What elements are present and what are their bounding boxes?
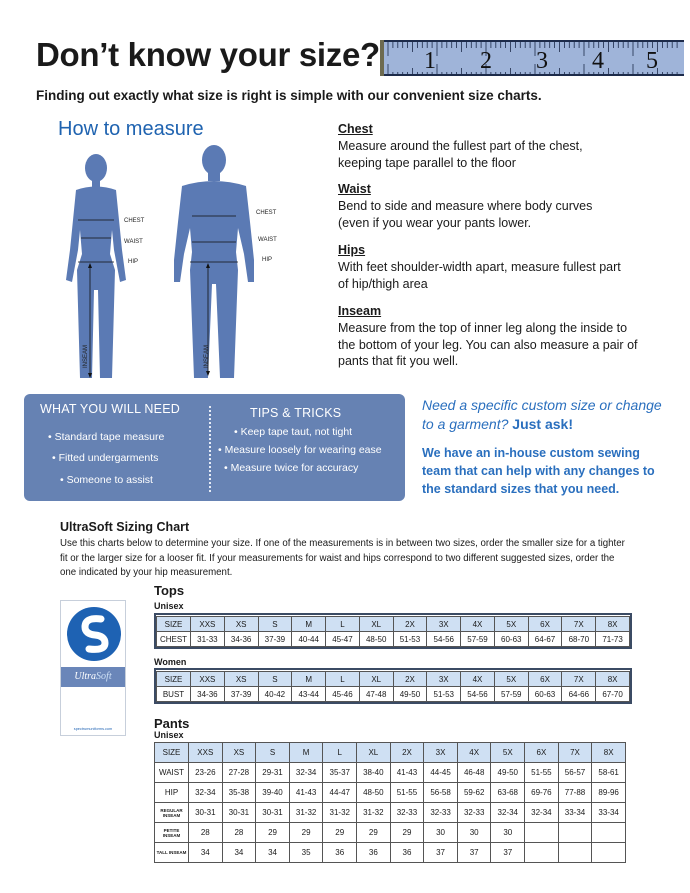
size-cell: 44-47 — [323, 783, 357, 803]
size-cell: 51-53 — [393, 632, 427, 647]
inseam-heading: Inseam — [338, 304, 382, 318]
size-cell: 69-76 — [525, 783, 559, 803]
size-cell: 29 — [390, 823, 424, 843]
size-cell: M — [292, 672, 326, 687]
inseam-instruction — [338, 304, 668, 370]
logo-url: spectrumuniforms.com — [73, 727, 113, 731]
size-cell: 59-62 — [457, 783, 491, 803]
size-cell: 34 — [189, 843, 223, 863]
hips-instruction — [338, 243, 668, 292]
size-cell: XXS — [191, 672, 225, 687]
row-label: SIZE — [157, 617, 191, 632]
tips-column — [214, 394, 404, 501]
female-hip-label: HIP — [128, 259, 139, 265]
size-cell — [558, 843, 592, 863]
size-cell: 32-33 — [390, 803, 424, 823]
size-cell: 34 — [222, 843, 256, 863]
size-cell: 4X — [461, 617, 495, 632]
page-subtitle: Finding out exactly what size is right is simple with our convenient size charts. — [36, 88, 542, 103]
size-cell: 30-31 — [189, 803, 223, 823]
row-label: SIZE — [155, 743, 189, 763]
size-cell — [592, 823, 626, 843]
logo-brand-soft: Soft — [96, 671, 112, 682]
size-cell: 8X — [592, 743, 626, 763]
size-cell: 40-44 — [292, 632, 326, 647]
needs-column — [40, 394, 210, 501]
size-cell: M — [292, 617, 326, 632]
size-cell: XL — [359, 617, 393, 632]
size-cell: 37 — [424, 843, 458, 863]
size-cell: 89-96 — [592, 783, 626, 803]
logo-brand-ultra: Ultra — [74, 671, 97, 682]
size-cell: 63-68 — [491, 783, 525, 803]
custom-answer: We have an in-house custom sewing team that can help with any changes to the standard sizes that you need. — [422, 446, 655, 496]
pants-unisex-label: Unisex — [154, 730, 184, 740]
size-cell: 46-48 — [457, 763, 491, 783]
size-cell: 30-31 — [256, 803, 290, 823]
size-cell: 45-47 — [326, 632, 360, 647]
row-label: TALL INSEAM — [155, 843, 189, 863]
size-cell: XL — [357, 743, 391, 763]
size-cell: 54-56 — [427, 632, 461, 647]
tape-number: 2 — [480, 48, 492, 74]
logo-band — [61, 667, 125, 687]
size-cell: 27-28 — [222, 763, 256, 783]
table-row — [157, 632, 630, 647]
female-waist-label: WAIST — [124, 239, 143, 245]
size-cell: 6X — [525, 743, 559, 763]
size-cell: XS — [224, 617, 258, 632]
size-cell: L — [323, 743, 357, 763]
size-cell: 31-32 — [289, 803, 323, 823]
size-cell: 31-32 — [357, 803, 391, 823]
size-cell: 23-26 — [189, 763, 223, 783]
row-label: PETITE INSEAM — [155, 823, 189, 843]
size-cell: 2X — [390, 743, 424, 763]
size-cell: XXS — [191, 617, 225, 632]
size-cell: 30 — [424, 823, 458, 843]
size-cell: 35 — [289, 843, 323, 863]
size-cell: 51-55 — [390, 783, 424, 803]
waist-text: Bend to side and measure where body curves (even if you wear your pants lower. — [338, 199, 593, 230]
size-cell: 36 — [357, 843, 391, 863]
chest-heading: Chest — [338, 122, 373, 136]
size-cell: 8X — [596, 617, 630, 632]
size-cell: 29 — [256, 823, 290, 843]
size-cell: 67-70 — [596, 687, 630, 702]
hips-text: With feet shoulder-width apart, measure fullest part of hip/thigh area — [338, 260, 621, 291]
size-cell: 4X — [457, 743, 491, 763]
size-cell: 28 — [222, 823, 256, 843]
size-cell — [525, 843, 559, 863]
male-inseam-label: INSEAM — [204, 344, 210, 368]
size-cell: 56-58 — [424, 783, 458, 803]
chest-instruction — [338, 122, 668, 171]
pants-table — [154, 742, 626, 863]
size-cell: 37 — [457, 843, 491, 863]
size-cell: 44-45 — [424, 763, 458, 783]
row-label: REGULAR INSEAM — [155, 803, 189, 823]
row-label: SIZE — [157, 672, 191, 687]
size-cell — [592, 843, 626, 863]
size-cell: 47-48 — [359, 687, 393, 702]
waist-heading: Waist — [338, 182, 371, 196]
custom-question-text: Need a specific custom size or change to a garment? — [422, 397, 662, 432]
tape-number: 1 — [424, 48, 436, 74]
size-cell: 29-31 — [256, 763, 290, 783]
sizing-chart-description: Use this charts below to determine your size. If one of the measurements is in between two sizes, order the smaller size for a tighter fit or the larger size for a looser fit. If your measurements for waist and hips correspond to two different suggested sizes, order the one indicated by your hip measurement. — [60, 538, 625, 578]
pants-title: Pants — [154, 716, 190, 731]
size-cell: 6X — [528, 617, 562, 632]
size-cell: 29 — [289, 823, 323, 843]
tops-unisex-table — [156, 616, 630, 647]
size-cell: 48-50 — [357, 783, 391, 803]
needs-item: • Someone to assist — [60, 474, 153, 486]
box-divider — [209, 406, 211, 492]
size-cell: 71-73 — [596, 632, 630, 647]
needs-item: • Fitted undergarments — [52, 452, 159, 464]
size-cell: 29 — [357, 823, 391, 843]
size-cell: 35-38 — [222, 783, 256, 803]
size-cell: 40-42 — [258, 687, 292, 702]
size-cell: 3X — [427, 617, 461, 632]
size-cell: 57-59 — [461, 632, 495, 647]
size-cell: 49-50 — [491, 763, 525, 783]
size-cell: 38-40 — [357, 763, 391, 783]
size-cell: 3X — [427, 672, 461, 687]
female-inseam-label: INSEAM — [83, 344, 89, 368]
size-cell: 7X — [558, 743, 592, 763]
tape-number: 5 — [646, 48, 658, 74]
custom-question-emphasis: Just ask! — [512, 416, 573, 432]
size-cell: 34-36 — [191, 687, 225, 702]
tape-number: 4 — [592, 48, 604, 74]
tops-unisex-label: Unisex — [154, 601, 184, 611]
tips-item: • Measure twice for accuracy — [224, 462, 359, 474]
table-row — [155, 823, 626, 843]
male-hip-label: HIP — [262, 257, 273, 263]
size-cell: 37-39 — [258, 632, 292, 647]
page-title: Don’t know your size? — [36, 36, 380, 73]
size-cell: 37 — [491, 843, 525, 863]
size-cell: XS — [224, 672, 258, 687]
size-cell: 29 — [323, 823, 357, 843]
female-body-figure — [62, 150, 132, 382]
size-cell: 51-55 — [525, 763, 559, 783]
size-cell: 64-66 — [562, 687, 596, 702]
size-cell: 57-59 — [494, 687, 528, 702]
size-cell: 7X — [562, 672, 596, 687]
size-cell: 64-67 — [528, 632, 562, 647]
male-waist-label: WAIST — [258, 237, 277, 243]
size-cell: 36 — [323, 843, 357, 863]
size-cell: 2X — [393, 617, 427, 632]
tips-item: • Measure loosely for wearing ease — [218, 444, 382, 456]
size-cell: 32-34 — [525, 803, 559, 823]
size-cell: 49-50 — [393, 687, 427, 702]
size-cell: S — [258, 617, 292, 632]
size-cell: 58-61 — [592, 763, 626, 783]
row-label: CHEST — [157, 632, 191, 647]
size-cell: 28 — [189, 823, 223, 843]
size-cell: 60-63 — [528, 687, 562, 702]
size-cell: 41-43 — [289, 783, 323, 803]
size-cell: 35-37 — [323, 763, 357, 783]
row-label: WAIST — [155, 763, 189, 783]
size-cell: L — [326, 617, 360, 632]
size-cell: 31-33 — [191, 632, 225, 647]
size-cell: 54-56 — [461, 687, 495, 702]
size-cell: 39-40 — [256, 783, 290, 803]
size-cell: 3X — [424, 743, 458, 763]
size-cell: S — [256, 743, 290, 763]
sizing-chart-title: UltraSoft Sizing Chart — [60, 520, 190, 534]
tops-unisex-table-frame — [154, 613, 632, 649]
tape-measure-graphic — [384, 40, 684, 76]
size-cell: 32-34 — [289, 763, 323, 783]
row-label: HIP — [155, 783, 189, 803]
size-cell: 33-34 — [558, 803, 592, 823]
size-cell: 37-39 — [224, 687, 258, 702]
size-cell: 48-50 — [359, 632, 393, 647]
logo-circle-icon — [67, 607, 121, 661]
size-cell: 7X — [562, 617, 596, 632]
table-row — [155, 843, 626, 863]
size-cell — [558, 823, 592, 843]
size-cell: 2X — [393, 672, 427, 687]
size-cell: 33-34 — [592, 803, 626, 823]
size-cell: 34 — [256, 843, 290, 863]
size-cell: M — [289, 743, 323, 763]
size-cell: 30 — [491, 823, 525, 843]
size-cell: 56-57 — [558, 763, 592, 783]
size-cell: 60-63 — [494, 632, 528, 647]
row-label: BUST — [157, 687, 191, 702]
custom-size-note — [422, 396, 672, 498]
size-cell: 30 — [457, 823, 491, 843]
needs-item: • Standard tape measure — [48, 431, 165, 443]
custom-question — [422, 396, 672, 434]
size-cell: 36 — [390, 843, 424, 863]
table-row — [157, 687, 630, 702]
size-cell: XXS — [189, 743, 223, 763]
hips-heading: Hips — [338, 243, 366, 257]
tips-title: TIPS & TRICKS — [250, 406, 342, 420]
tape-number: 3 — [536, 48, 548, 74]
size-cell: 4X — [461, 672, 495, 687]
female-chest-label: CHEST — [124, 218, 145, 224]
male-chest-label: CHEST — [256, 210, 277, 216]
size-cell: 31-32 — [323, 803, 357, 823]
size-cell: 32-34 — [189, 783, 223, 803]
chest-text: Measure around the fullest part of the chest, keeping tape parallel to the floor — [338, 139, 583, 170]
needs-title: WHAT YOU WILL NEED — [40, 402, 180, 416]
tops-women-table-frame — [154, 668, 632, 704]
male-body-figure — [172, 142, 256, 382]
table-row — [155, 803, 626, 823]
size-cell: 32-34 — [491, 803, 525, 823]
table-row — [155, 783, 626, 803]
size-cell: 32-33 — [424, 803, 458, 823]
size-cell — [525, 823, 559, 843]
size-cell: 32-33 — [457, 803, 491, 823]
size-cell: L — [326, 672, 360, 687]
size-cell: 77-88 — [558, 783, 592, 803]
size-cell: XL — [359, 672, 393, 687]
size-cell: 45-46 — [326, 687, 360, 702]
size-cell: 34-36 — [224, 632, 258, 647]
ultrasoft-logo — [60, 600, 126, 736]
tops-title: Tops — [154, 583, 185, 598]
size-cell: 43-44 — [292, 687, 326, 702]
size-cell: 5X — [491, 743, 525, 763]
table-header-row — [155, 743, 626, 763]
table-header-row — [157, 617, 630, 632]
table-row — [155, 763, 626, 783]
table-header-row — [157, 672, 630, 687]
size-cell: 8X — [596, 672, 630, 687]
size-cell: 30-31 — [222, 803, 256, 823]
tops-women-label: Women — [154, 657, 187, 667]
size-cell: 6X — [528, 672, 562, 687]
size-cell: S — [258, 672, 292, 687]
waist-instruction — [338, 182, 668, 231]
inseam-text: Measure from the top of inner leg along the inside to the bottom of your leg. You can also measure a pair of pants that fit you well. — [338, 321, 638, 368]
tips-item: • Keep tape taut, not tight — [234, 426, 353, 438]
size-cell: 41-43 — [390, 763, 424, 783]
size-cell: 51-53 — [427, 687, 461, 702]
tops-women-table — [156, 671, 630, 702]
size-cell: XS — [222, 743, 256, 763]
size-cell: 5X — [494, 672, 528, 687]
how-to-measure-title: How to measure — [58, 118, 204, 140]
size-cell: 5X — [494, 617, 528, 632]
size-cell: 68-70 — [562, 632, 596, 647]
needs-tips-box — [24, 394, 405, 501]
